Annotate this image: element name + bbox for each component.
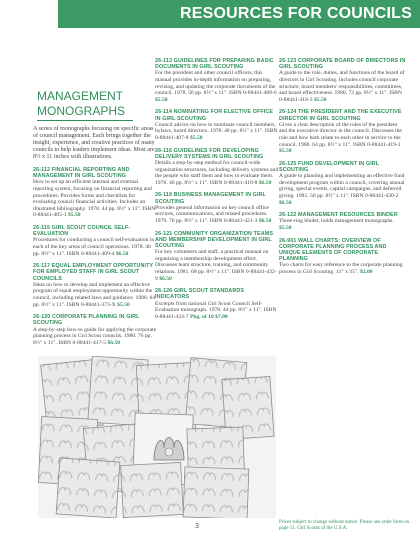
entry-description: Gives a clear description of the roles of the president and the executive director in the council. Discusses the role and how both relate to each other in service to the council. 1980. 64 pp. 8½" x 11". ISBN 0-88441-419-1 $5.50 <box>279 121 402 155</box>
entry-price: $6.50 <box>115 250 129 257</box>
catalog-entry <box>33 167 157 219</box>
entry-heading: 26-123 CORPORATE BOARD OF DIRECTORS IN GIRL SCOUTING <box>279 58 406 71</box>
entry-description: For the president and other council officers, this manual provides in-depth information on preparing, revising, and updating the corporate documents of the council. 1978. 56 pp. 8½" x 11". ISBN 0-88441-408-6 $5.50 <box>155 70 277 103</box>
entry-price: $5.50 <box>155 96 168 103</box>
entry-heading: 26-126 GIRL SCOUT STANDARDS INDICATORS <box>155 288 245 301</box>
entry-description: Excerpts from national Girl Scout Council Self-Evaluation monograph. 1978. 44 pp. 8½" x 11". ISBN 0-88441-433-7 Pkg. of 10 $7.00 <box>155 300 277 320</box>
entry-price: $5.50 <box>189 134 203 141</box>
entry-heading: 26-120 CORPORATE PLANNING IN GIRL SCOUTING <box>33 314 140 327</box>
entry-price: Pkg. of 10 $7.00 <box>189 313 228 320</box>
catalog-entry <box>155 231 279 283</box>
entry-heading: 26-116 GUIDELINES FOR DEVELOPING DELIVERY SYSTEMS IN GIRL SCOUTING <box>155 147 264 160</box>
monograph-covers-illustration <box>38 356 276 518</box>
entry-heading: 26-115 GIRL SCOUT COUNCIL SELF-EVALUATION <box>33 224 131 238</box>
entry-price: $6.50 <box>159 275 172 282</box>
entry-heading: 26-117 EQUAL EMPLOYMENT OPPORTUNITY FOR EMPLOYED STAFF IN GIRL SCOUT COUNCILS <box>33 263 154 282</box>
page-header-title: RESOURCES FOR COUNCILS <box>180 5 412 22</box>
catalog-entry <box>33 263 157 308</box>
section-intro: A series of monographs focusing on specific areas of council management. Each brings together the insight, experience, and creative practices of many councils to help leaders implement ideas. Most are 8½ x 11 inches with illustrations. <box>33 126 155 160</box>
catalog-entry <box>155 109 279 141</box>
entry-description: Procedures for conducting a council self-evaluation in each of the key areas of council operations. 1978. 40 pp. 8½" x 11". ISBN 0-88441-409-4 $6.50 <box>33 237 155 257</box>
entry-description: A step-by-step how-to guide for applying the corporate planning process in Girl Scout councils. 1980. 76 pp. 8½" x 11". ISBN 0-88441-417-5 $6.50 <box>33 326 157 346</box>
entry-heading: 26-113 GUIDELINES FOR PREPARING BASIC DOCUMENTS IN GIRL SCOUTING <box>155 58 274 71</box>
entry-description: Ideas on how to develop and implement an effective program of equal employment opportunity within the council, including related laws and guidance. 1980. 64 pp. 8½" x 11". ISBN 0-88441-373-X $5.50 <box>33 281 156 308</box>
entry-heading: 26-119 BUSINESS MANAGEMENT IN GIRL SCOUTING <box>155 192 266 205</box>
catalog-entry <box>279 109 406 154</box>
catalog-entry <box>155 58 279 103</box>
entry-price: $5.50 <box>279 148 292 155</box>
entry-heading: 26-114 NOMINATING FOR ELECTIVE OFFICE IN GIRL SCOUTING <box>155 109 274 122</box>
section-title-line-1: MANAGEMENT <box>37 89 124 103</box>
right-column <box>279 58 406 282</box>
entry-description: Council advice on how to nominate council members, bylaws, board directors. 1978. 48 pp. 8½" x 11". ISBN 0-88441-407-8 $5.50 <box>155 121 278 141</box>
footer-note: Prices subject to change without notice. Please see order form on page 51. Girl Scouts of the U.S.A. <box>279 520 410 531</box>
entry-price: $5.50 <box>313 96 327 103</box>
entry-description: Provides general information on key council office services, communications, and related procedures. 1979. 76 pp. 8½" x 11". ISBN 0-88441-421-3 $6.50 <box>155 204 272 224</box>
section-title-rule <box>37 120 133 121</box>
entry-price: $6.50 <box>258 217 272 224</box>
entry-price: $2.00 <box>359 268 373 275</box>
catalog-entry <box>279 238 406 276</box>
catalog-entry <box>279 212 406 231</box>
entry-description: Two charts for easy reference to the corporate planning process in Girl Scouting. 11" x 35". $2.00 <box>279 262 403 275</box>
entry-description: A guide to the role, duties, and functions of the board of directors in Girl Scouting. Includes council corporate structure, board members' responsibilities, committees, and board effectiveness. 1980. 72 pp. 8½" x 11". ISBN 0-88441-418-3 $5.50 <box>279 70 405 103</box>
catalog-entry <box>279 58 406 103</box>
entry-description: Three-ring binder, holds management monographs. $5.50 <box>279 218 394 231</box>
entry-price: $5.50 <box>279 224 292 231</box>
entry-heading: 26-901 WALL CHARTS: OVERVIEW OF CORPORATE PLANNING PROCESS AND UNIQUE ELEMENTS OF CORPORATE PLANNING <box>279 237 387 263</box>
entry-heading: 26-121 COMMUNITY ORGANIZATION TEAMS AND MEMBERSHIP DEVELOPMENT IN GIRL SCOUTING <box>155 230 274 249</box>
entry-description: A guide to planning and implementing an effective fund development program within a council, covering annual giving, special events, capital campaigns, and deferred giving. 1981. 56 pp. 8½" x 11". ISBN 0-88441-430-2 $6.50 <box>279 173 405 206</box>
catalog-entry <box>33 314 157 346</box>
left-column <box>33 90 157 352</box>
catalog-entry <box>155 192 279 224</box>
entry-price: $5.50 <box>67 212 81 219</box>
entry-price: $5.50 <box>117 301 130 308</box>
section-title-line-2: MONOGRAPHS <box>37 104 126 118</box>
entry-price: $6.50 <box>279 199 292 206</box>
catalog-entry <box>155 148 279 187</box>
entry-price: $6.50 <box>107 339 121 346</box>
entry-heading: 26-125 FUND DEVELOPMENT IN GIRL SCOUTING <box>279 160 380 173</box>
entry-description: How to set up an efficient internal and external reporting system, focusing on financial reporting and procedures. Provides forms and checklists for evaluating council financial activities. Includes an illustrated bibliography. 1978. 44 pp. 8½" x 11". ISBN 0-88441-405-1 $5.50 <box>33 179 156 219</box>
monograph-covers-photo <box>38 356 276 518</box>
page-number: 3 <box>195 523 199 530</box>
catalog-entry <box>155 288 279 320</box>
middle-column <box>155 58 279 326</box>
entry-price: $6.50 <box>258 179 272 186</box>
entry-heading: 26-112 FINANCIAL REPORTING AND MANAGEMENT IN GIRL SCOUTING <box>33 167 130 180</box>
entry-heading: 26-124 THE PRESIDENT AND THE EXECUTIVE DIRECTOR IN GIRL SCOUTING <box>279 109 402 122</box>
entry-heading: 26-122 MANAGEMENT RESOURCES BINDER <box>279 212 398 219</box>
entry-description: For key volunteers and staff, a practical manual on organizing a membership development effort. Discusses team structure, training, and community relations. 1981. 68 pp. 8½" x 11". ISBN 0-88441-432-9 $6.50 <box>155 249 277 282</box>
header-band <box>58 0 420 28</box>
entry-description: Details a step-by-step method for council-wide organization structures, including delivery systems and the people who staff them and how to evaluate them. 1978. 46 pp. 8½" x 11". ISBN 0-88441-410-8 $6.50 <box>155 159 279 186</box>
catalog-entry <box>279 161 406 206</box>
catalog-entry <box>33 225 157 257</box>
